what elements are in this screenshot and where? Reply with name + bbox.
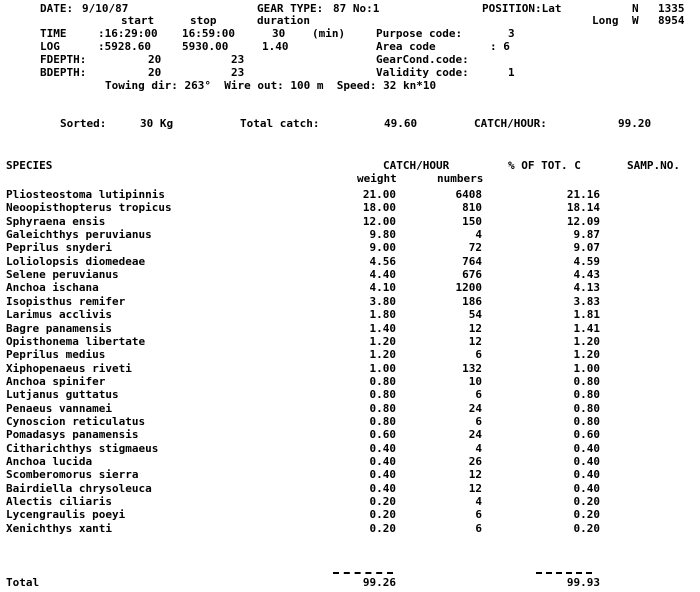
numbers-subheader: numbers [437,172,484,185]
catch-numbers: 810 [462,201,482,215]
table-row [0,256,700,267]
pct-of-total: 0.80 [573,414,600,428]
catch-numbers: 6 [475,388,482,402]
time-label: TIME [40,27,67,40]
catch-weight: 4.40 [369,268,396,282]
lat-value: 1335 [658,2,685,15]
time-unit: (min) [312,27,346,40]
long-label: Long [592,14,619,27]
catch-weight: 0.20 [369,521,396,535]
catch-weight: 0.20 [369,495,396,509]
pct-of-total: 4.59 [573,254,600,268]
pct-of-total: 9.07 [573,241,600,255]
species-name: Bagre panamensis [6,321,112,335]
species-name: Loliolopsis diomedeae [6,254,146,268]
pct-of-total: 0.20 [573,495,600,509]
species-name: Pliosteostoma lutipinnis [6,188,165,201]
position-label: POSITION:Lat [482,2,562,15]
total-weight: 99.26 [362,576,396,589]
catch-weight: 0.40 [369,468,396,482]
purpose-code-value: 3 [508,27,515,40]
pct-of-total: 0.40 [573,441,600,455]
catch-weight: 4.56 [369,254,396,268]
species-name: Anchoa ischana [6,281,99,295]
pct-of-total: 0.20 [573,508,600,522]
log-label: LOG [40,40,60,53]
catch-numbers: 6 [475,521,482,535]
catch-numbers: 24 [468,428,482,442]
catch-weight: 1.20 [369,348,396,362]
catch-numbers: 186 [462,294,482,308]
pct-of-total: 0.80 [573,401,600,415]
catch-numbers: 4 [475,495,482,509]
table-row [0,509,700,520]
species-name: Peprilus snyderi [6,241,112,255]
table-row [0,216,700,227]
validity-code-label: Validity code: [376,66,469,79]
table-row [0,296,700,307]
catch-weight: 9.00 [369,241,396,255]
catch-numbers: 12 [468,468,482,482]
table-row [0,336,700,347]
catch-numbers: 72 [468,241,482,255]
species-name: Larimus acclivis [6,308,112,322]
catch-weight: 0.20 [369,508,396,522]
col-start-header: start [121,14,155,27]
pct-of-total: 0.80 [573,374,600,388]
gear-type-label: GEAR TYPE: [257,2,324,15]
table-row [0,349,700,360]
table-row [0,189,700,200]
gearcond-code-label: GearCond.code: [376,53,469,66]
log-stop: 5930.00 [182,40,229,53]
species-name: Isopisthus remifer [6,294,126,308]
species-name: Bairdiella chrysoleuca [6,481,152,495]
catch-numbers: 12 [468,321,482,335]
catch-numbers: 12 [468,334,482,348]
weight-subheader: weight [357,172,397,185]
catch-weight: 1.40 [369,321,396,335]
catch-numbers: 4 [475,441,482,455]
table-row [0,456,700,467]
long-value: 8954 [658,14,685,27]
species-name: Xiphopenaeus riveti [6,361,132,375]
pct-of-total: 4.13 [573,281,600,295]
pct-of-total: 1.00 [573,361,600,375]
catch-numbers: 676 [462,268,482,282]
pct-of-total: 12.09 [566,214,600,228]
catch-weight: 0.80 [369,388,396,402]
weight-total-rule [333,572,393,574]
catch-numbers: 6 [475,414,482,428]
catch-weight: 1.20 [369,334,396,348]
catch-weight: 1.80 [369,308,396,322]
catch-weight: 21.00 [362,188,396,201]
pct-of-total: 3.83 [573,294,600,308]
time-stop: 16:59:00 [182,27,235,40]
table-row [0,363,700,374]
species-name: Pomadasys panamensis [6,428,139,442]
pct-of-total: 1.20 [573,334,600,348]
time-start: :16:29:00 [98,27,158,40]
table-row [0,309,700,320]
log-duration: 1.40 [262,40,289,53]
bdepth-label: BDEPTH: [40,66,87,79]
total-label: Total [6,576,40,589]
lat-hemisphere: N [632,2,639,15]
pct-of-total: 1.41 [573,321,600,335]
catch-weight: 9.80 [369,228,396,242]
table-row [0,469,700,480]
sorted-label: Sorted: [60,117,107,130]
species-name: Citharichthys stigmaeus [6,441,159,455]
pct-of-total: 0.20 [573,521,600,535]
pct-of-total: 1.81 [573,308,600,322]
total-pct: 99.93 [566,576,600,589]
bdepth-start: 20 [148,66,162,79]
catch-weight: 0.80 [369,414,396,428]
pct-of-total: 9.87 [573,228,600,242]
catch-weight: 18.00 [362,201,396,215]
catch-weight: 0.80 [369,374,396,388]
table-row [0,496,700,507]
species-name: Neoopisthopterus tropicus [6,201,172,215]
catch-weight: 0.40 [369,441,396,455]
pct-of-total: 1.20 [573,348,600,362]
pct-of-total: 0.60 [573,428,600,442]
samp-no-column-header: SAMP.NO. [627,159,680,172]
validity-code-value: 1 [508,66,515,79]
species-name: Opisthonema libertate [6,334,146,348]
species-name: Peprilus medius [6,348,106,362]
catch-hour-value: 99.20 [618,117,652,130]
table-row [0,523,700,534]
catch-numbers: 4 [475,228,482,242]
table-row [0,443,700,454]
pct-of-total: 0.40 [573,468,600,482]
towing-line: Towing dir: 263° Wire out: 100 m Speed: 32 kn*10 [105,79,437,92]
area-code-value: : 6 [490,40,510,53]
catch-numbers: 6 [475,508,482,522]
table-row [0,282,700,293]
catch-weight: 0.40 [369,481,396,495]
table-row [0,376,700,387]
catch-weight: 3.80 [369,294,396,308]
species-name: Cynoscion reticulatus [6,414,146,428]
date-value: 9/10/87 [82,2,129,15]
col-duration-header: duration [257,14,310,27]
log-start: :5928.60 [98,40,151,53]
table-row [0,202,700,213]
long-hemisphere: W [632,14,639,27]
total-catch-label: Total catch: [240,117,320,130]
pct-of-total: 0.80 [573,388,600,402]
pct-of-total: 0.40 [573,455,600,468]
species-name: Galeichthys peruvianus [6,228,152,242]
table-row [0,242,700,253]
col-stop-header: stop [190,14,217,27]
catch-hour-column-header: CATCH/HOUR [383,159,450,172]
total-catch-value: 49.60 [384,117,418,130]
table-row [0,403,700,414]
catch-hour-label: CATCH/HOUR: [474,117,547,130]
date-label: DATE: [40,2,74,15]
species-name: Lutjanus guttatus [6,388,119,402]
table-row [0,389,700,400]
catch-weight: 4.10 [369,281,396,295]
table-row [0,429,700,440]
fdepth-stop: 23 [231,53,245,66]
catch-weight: 12.00 [362,214,396,228]
fdepth-start: 20 [148,53,162,66]
pct-of-total: 4.43 [573,268,600,282]
purpose-code-label: Purpose code: [376,27,463,40]
table-row [0,229,700,240]
catch-numbers: 1200 [455,281,482,295]
table-row [0,483,700,494]
table-row [0,416,700,427]
catch-weight: 0.60 [369,428,396,442]
catch-numbers: 12 [468,481,482,495]
species-column-header: SPECIES [6,159,53,172]
catch-weight: 0.40 [369,455,396,468]
sorted-value: 30 Kg [140,117,174,130]
species-name: Anchoa lucida [6,455,93,468]
species-name: Penaeus vannamei [6,401,112,415]
species-name: Lycengraulis poeyi [6,508,126,522]
catch-numbers: 764 [462,254,482,268]
pct-of-total: 0.40 [573,481,600,495]
catch-numbers: 10 [468,374,482,388]
catch-numbers: 6 [475,348,482,362]
pct-total-column-header: % OF TOT. C [508,159,581,172]
catch-numbers: 6408 [455,188,482,201]
area-code-label: Area code [376,40,436,53]
pct-of-total: 18.14 [566,201,600,215]
catch-weight: 1.00 [369,361,396,375]
catch-numbers: 26 [468,455,482,468]
pct-of-total: 21.16 [566,188,600,201]
time-duration: 30 [272,27,286,40]
catch-numbers: 54 [468,308,482,322]
species-name: Anchoa spinifer [6,374,106,388]
catch-weight: 0.80 [369,401,396,415]
species-name: Selene peruvianus [6,268,119,282]
pct-total-rule [536,572,592,574]
catch-numbers: 24 [468,401,482,415]
fdepth-label: FDEPTH: [40,53,87,66]
species-name: Xenichthys xanti [6,521,112,535]
species-name: Alectis ciliaris [6,495,112,509]
gear-type-value: 87 No:1 [333,2,380,15]
species-name: Sphyraena ensis [6,214,106,228]
table-row [0,323,700,334]
catch-numbers: 150 [462,214,482,228]
catch-numbers: 132 [462,361,482,375]
species-name: Scomberomorus sierra [6,468,139,482]
table-row [0,269,700,280]
bdepth-stop: 23 [231,66,245,79]
